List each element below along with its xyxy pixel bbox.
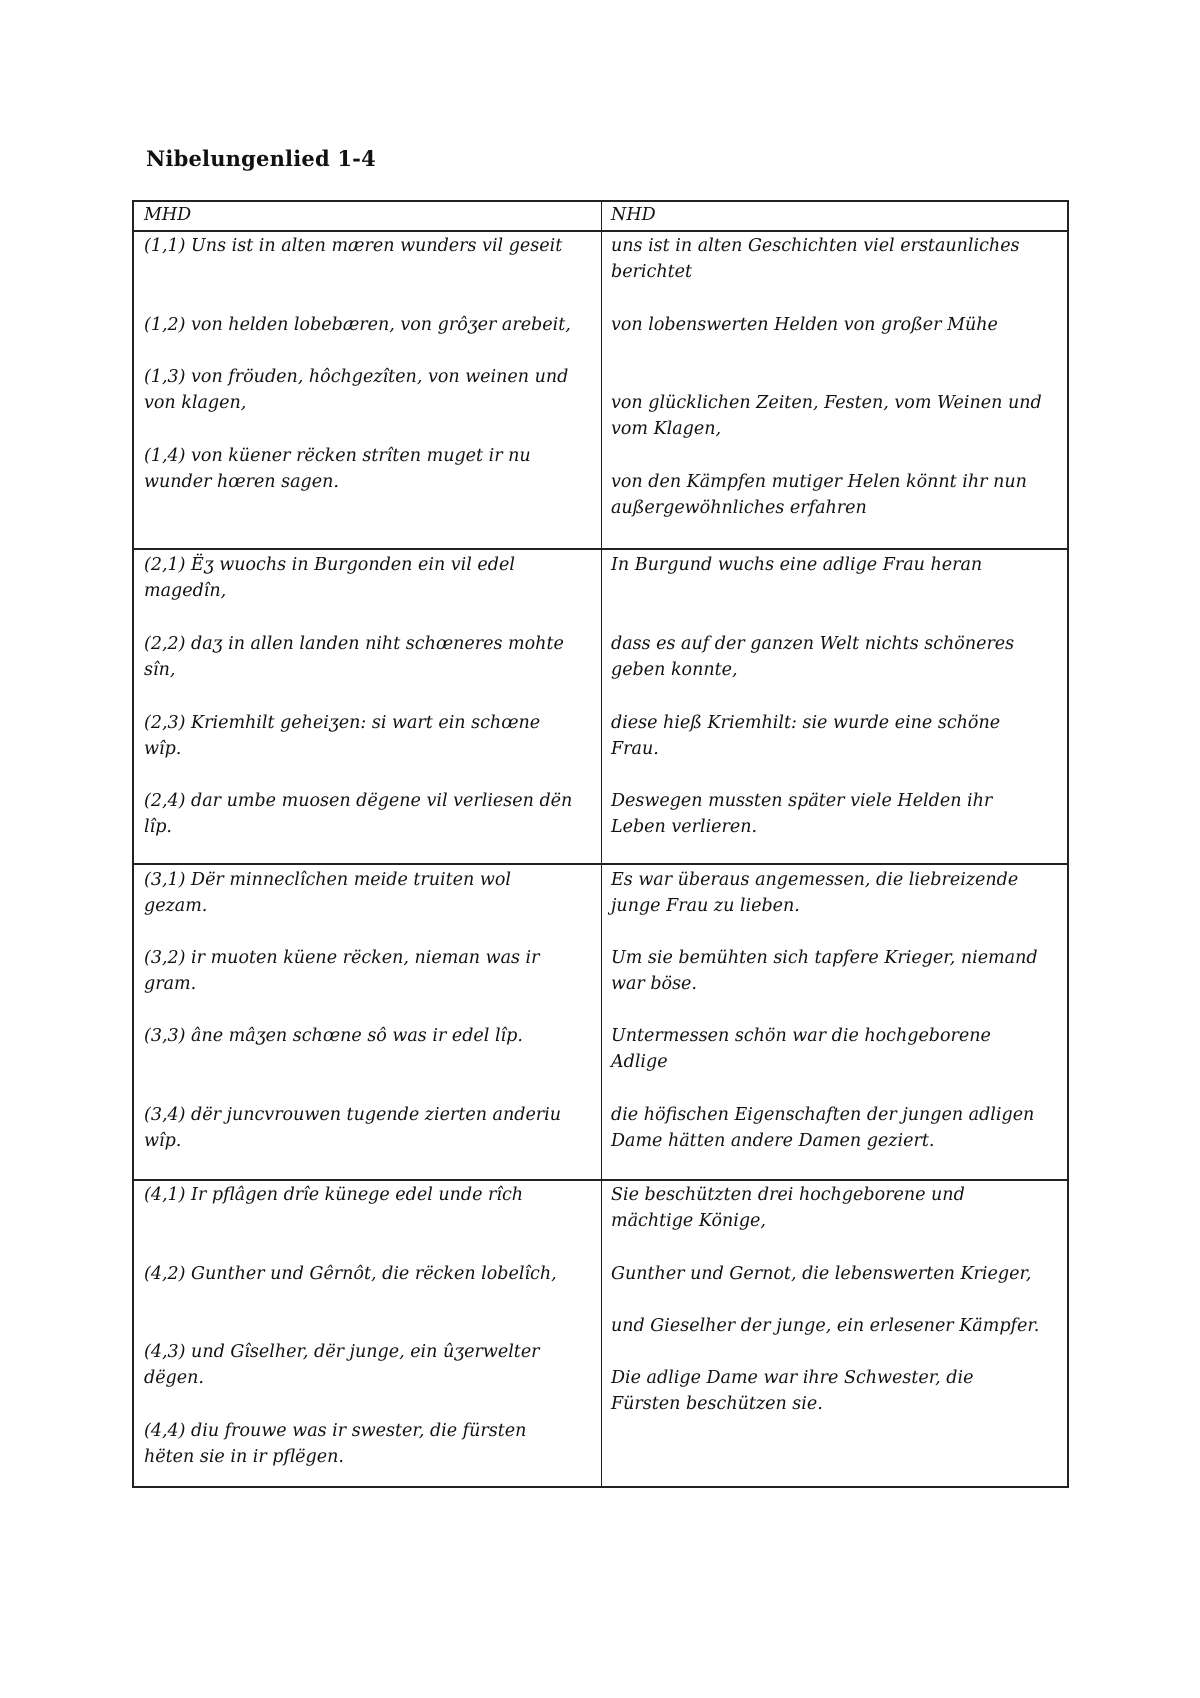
nhd-line: außergewöhnliches erfahren xyxy=(611,498,867,518)
translation-table xyxy=(132,200,1069,1488)
nhd-line: von glücklichen Zeiten, Festen, vom Weinen und xyxy=(611,393,1042,413)
header-mhd: MHD xyxy=(144,205,192,225)
mhd-line: (3,2) ir muoten küene rëcken, nieman was ir xyxy=(144,948,540,968)
mhd-line: hëten sie in ir pflëgen. xyxy=(144,1447,344,1467)
column-divider xyxy=(601,865,602,1179)
mhd-line: wunder hœren sagen. xyxy=(144,472,339,492)
nhd-line: vom Klagen, xyxy=(611,419,722,439)
column-divider xyxy=(601,202,602,230)
mhd-line: (1,2) von helden lobebæren, von grôʒer arebeit, xyxy=(144,315,571,335)
mhd-line: (2,1) Ëʒ wuochs in Burgonden ein vil edel xyxy=(144,555,515,575)
nhd-line: Deswegen mussten später viele Helden ihr xyxy=(611,791,993,811)
nhd-line: und Gieselher der junge, ein erlesener Kämpfer. xyxy=(611,1316,1040,1336)
mhd-line: (3,4) dër juncvrouwen tugende zierten anderiu xyxy=(144,1105,562,1125)
mhd-line: (4,1) Ir pflâgen drîe künege edel unde rîch xyxy=(144,1185,524,1205)
nhd-line: dass es auf der ganzen Welt nichts schöneres xyxy=(611,634,1015,654)
page-title: Nibelungenlied 1-4 xyxy=(146,146,376,171)
mhd-line: wîp. xyxy=(144,739,182,759)
mhd-line: gram. xyxy=(144,974,197,994)
header-nhd: NHD xyxy=(611,205,656,225)
nhd-line: Um sie bemühten sich tapfere Krieger, niemand xyxy=(611,948,1038,968)
table-row-stanza-1 xyxy=(134,230,1067,548)
table-row-stanza-4 xyxy=(134,1179,1067,1486)
mhd-line: sîn, xyxy=(144,660,176,680)
nhd-line: junge Frau zu lieben. xyxy=(611,896,800,916)
nhd-line: diese hieß Kriemhilt: sie wurde eine schöne xyxy=(611,713,1001,733)
nhd-line: Untermessen schön war die hochgeborene xyxy=(611,1026,991,1046)
mhd-line: wîp. xyxy=(144,1131,182,1151)
column-divider xyxy=(601,1181,602,1486)
mhd-line: von klagen, xyxy=(144,393,247,413)
mhd-line: (1,4) von küener rëcken strîten muget ir nu xyxy=(144,446,531,466)
nhd-line: Es war überaus angemessen, die liebreizende xyxy=(611,870,1019,890)
nhd-line: Frau. xyxy=(611,739,659,759)
column-divider xyxy=(601,550,602,863)
column-divider xyxy=(601,232,602,548)
nhd-line: Gunther und Gernot, die lebenswerten Krieger, xyxy=(611,1264,1032,1284)
mhd-line: (2,2) daʒ in allen landen niht schœneres mohte xyxy=(144,634,564,654)
table-row-stanza-2 xyxy=(134,548,1067,863)
nhd-line: Die adlige Dame war ihre Schwester, die xyxy=(611,1368,974,1388)
mhd-line: lîp. xyxy=(144,817,172,837)
nhd-line: die höfischen Eigenschaften der jungen adligen xyxy=(611,1105,1035,1125)
nhd-line: mächtige Könige, xyxy=(611,1211,766,1231)
nhd-line: Sie beschützten drei hochgeborene und xyxy=(611,1185,965,1205)
mhd-line: (3,1) Dër minneclîchen meide truiten wol xyxy=(144,870,511,890)
nhd-line: Fürsten beschützen sie. xyxy=(611,1394,823,1414)
nhd-line: berichtet xyxy=(611,262,693,282)
mhd-line: magedîn, xyxy=(144,581,227,601)
table-row-stanza-3 xyxy=(134,863,1067,1179)
mhd-line: (2,3) Kriemhilt geheiʒen: si wart ein schœne xyxy=(144,713,541,733)
mhd-line: dëgen. xyxy=(144,1368,204,1388)
mhd-line: (4,2) Gunther und Gêrnôt, die rëcken lobelîch, xyxy=(144,1264,557,1284)
mhd-line: (2,4) dar umbe muosen dëgene vil verliesen dën xyxy=(144,791,573,811)
mhd-line: (1,1) Uns ist in alten mæren wunders vil geseit xyxy=(144,236,563,256)
nhd-line: geben konnte, xyxy=(611,660,738,680)
mhd-line: (4,4) diu frouwe was ir swester, die fürsten xyxy=(144,1421,527,1441)
table-header-row xyxy=(134,202,1067,230)
mhd-line: (3,3) âne mâʒen schœne sô was ir edel lîp. xyxy=(144,1026,523,1046)
nhd-line: von den Kämpfen mutiger Helen könnt ihr nun xyxy=(611,472,1027,492)
nhd-line: In Burgund wuchs eine adlige Frau heran xyxy=(611,555,983,575)
mhd-line: (1,3) von fröuden, hôchgezîten, von weinen und xyxy=(144,367,569,387)
mhd-line: gezam. xyxy=(144,896,208,916)
nhd-line: Dame hätten andere Damen geziert. xyxy=(611,1131,935,1151)
nhd-line: uns ist in alten Geschichten viel erstaunliches xyxy=(611,236,1020,256)
mhd-line: (4,3) und Gîselher, dër junge, ein ûʒerwelter xyxy=(144,1342,540,1362)
nhd-line: von lobenswerten Helden von großer Mühe xyxy=(611,315,998,335)
nhd-line: Leben verlieren. xyxy=(611,817,758,837)
nhd-line: war böse. xyxy=(611,974,697,994)
nhd-line: Adlige xyxy=(611,1052,668,1072)
